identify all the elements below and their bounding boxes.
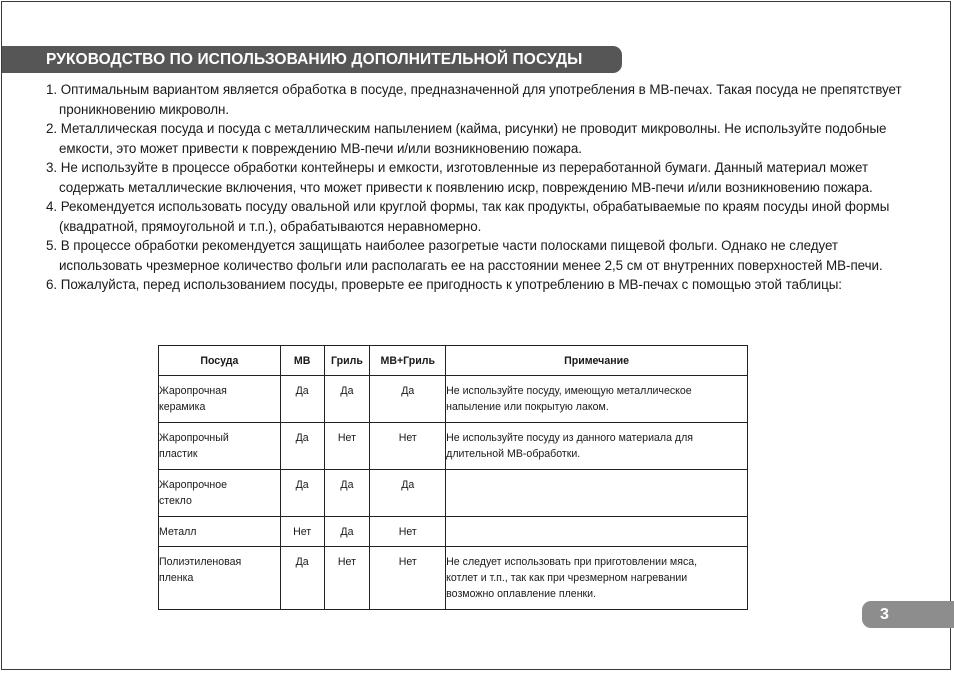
cell-note (446, 547, 748, 610)
cell-mw-grill: Нет (370, 517, 446, 547)
material-text: Жаропрочный пластик (159, 432, 229, 460)
page-number: 3 (880, 606, 889, 623)
rule-item-3: 3. Не используйте в процессе обработки контейнеры и емкости, изготовленные из переработанной бумаги. Данный материал может содержать металлические включения, что может привести к появлению искр, повреждению МВ-печи и/или возникновению пожара. (46, 160, 873, 195)
note-text: Не используйте посуду из данного материала для длительной МВ-обработки. (446, 432, 693, 460)
table-row (159, 423, 748, 470)
table-header-row (159, 346, 748, 376)
table-row (159, 376, 748, 423)
rule-item-4: 4. Рекомендуется использовать посуду овальной или круглой формы, так как продукты, обрабатываемые по краям посуды иной формы (квадратной, прямоугольной и т.п.), обрабатываются неравномерно. (46, 199, 890, 234)
rule-item-1: 1. Оптимальным вариантом является обработка в посуде, предназначенной для употребления в МВ-печах. Такая посуда не препятствует проникновению микроволн. (46, 82, 902, 117)
rule-item-2: 2. Металлическая посуда и посуда с металлическим напылением (кайма, рисунки) не проводит микроволны. Не используйте подобные емкости, это может привести к повреждению МВ-печи и/или возникновению пожара. (46, 121, 887, 156)
table-row (159, 517, 748, 547)
cell-mw: Да (280, 547, 324, 610)
cell-material (159, 423, 281, 470)
cell-mw-grill: Да (370, 376, 446, 423)
table-row (159, 470, 748, 517)
cell-mw: Да (280, 423, 324, 470)
cell-mw: Да (280, 376, 324, 423)
cell-grill: Да (324, 376, 370, 423)
cell-note (446, 423, 748, 470)
usage-rules-list (46, 80, 910, 295)
cell-material (159, 547, 281, 610)
cell-material (159, 376, 281, 423)
cell-grill: Нет (324, 423, 370, 470)
cell-mw: Нет (280, 517, 324, 547)
cell-mw: Да (280, 470, 324, 517)
section-title: РУКОВОДСТВО ПО ИСПОЛЬЗОВАНИЮ ДОПОЛНИТЕЛЬНОЙ ПОСУДЫ (46, 51, 583, 68)
cell-mw-grill: Нет (370, 423, 446, 470)
cell-note (446, 376, 748, 423)
table-row (159, 547, 748, 610)
header-note: Примечание (446, 346, 748, 376)
page-number-tab (862, 601, 954, 628)
header-mw-grill: МВ+Гриль (370, 346, 446, 376)
material-text: Жаропрочное стекло (159, 479, 228, 507)
cell-mw-grill: Нет (370, 547, 446, 610)
material-text: Жаропрочная керамика (159, 385, 227, 413)
note-text: Не следует использовать при приготовлении мяса, котлет и т.п., так как при чрезмерном нагревании возможно оплавление пленки. (446, 556, 698, 600)
rule-item-5: 5. В процессе обработки рекомендуется защищать наиболее разогретые части полосками пищевой фольги. Однако не следует использовать чрезмерное количество фольги или располагать ее на расстоянии менее 2,5 см от внутренних поверхностей МВ-печи. (46, 238, 883, 273)
cell-grill: Нет (324, 547, 370, 610)
header-grill: Гриль (324, 346, 370, 376)
material-text: Полиэтиленовая пленка (159, 556, 242, 584)
cell-grill: Да (324, 470, 370, 517)
cell-note (446, 470, 748, 517)
cell-mw-grill: Да (370, 470, 446, 517)
cookware-compatibility-table (158, 345, 748, 610)
rule-item-6: 6. Пожалуйста, перед использованием посуды, проверьте ее пригодность к употреблению в МВ-печах с помощью этой таблицы: (46, 277, 842, 292)
header-mw: МВ (280, 346, 324, 376)
cell-grill: Да (324, 517, 370, 547)
note-text: Не используйте посуду, имеющую металлическое напыление или покрытую лаком. (446, 385, 692, 413)
cell-material: Металл (159, 517, 281, 547)
header-cookware: Посуда (159, 346, 281, 376)
cell-note (446, 517, 748, 547)
cell-material (159, 470, 281, 517)
